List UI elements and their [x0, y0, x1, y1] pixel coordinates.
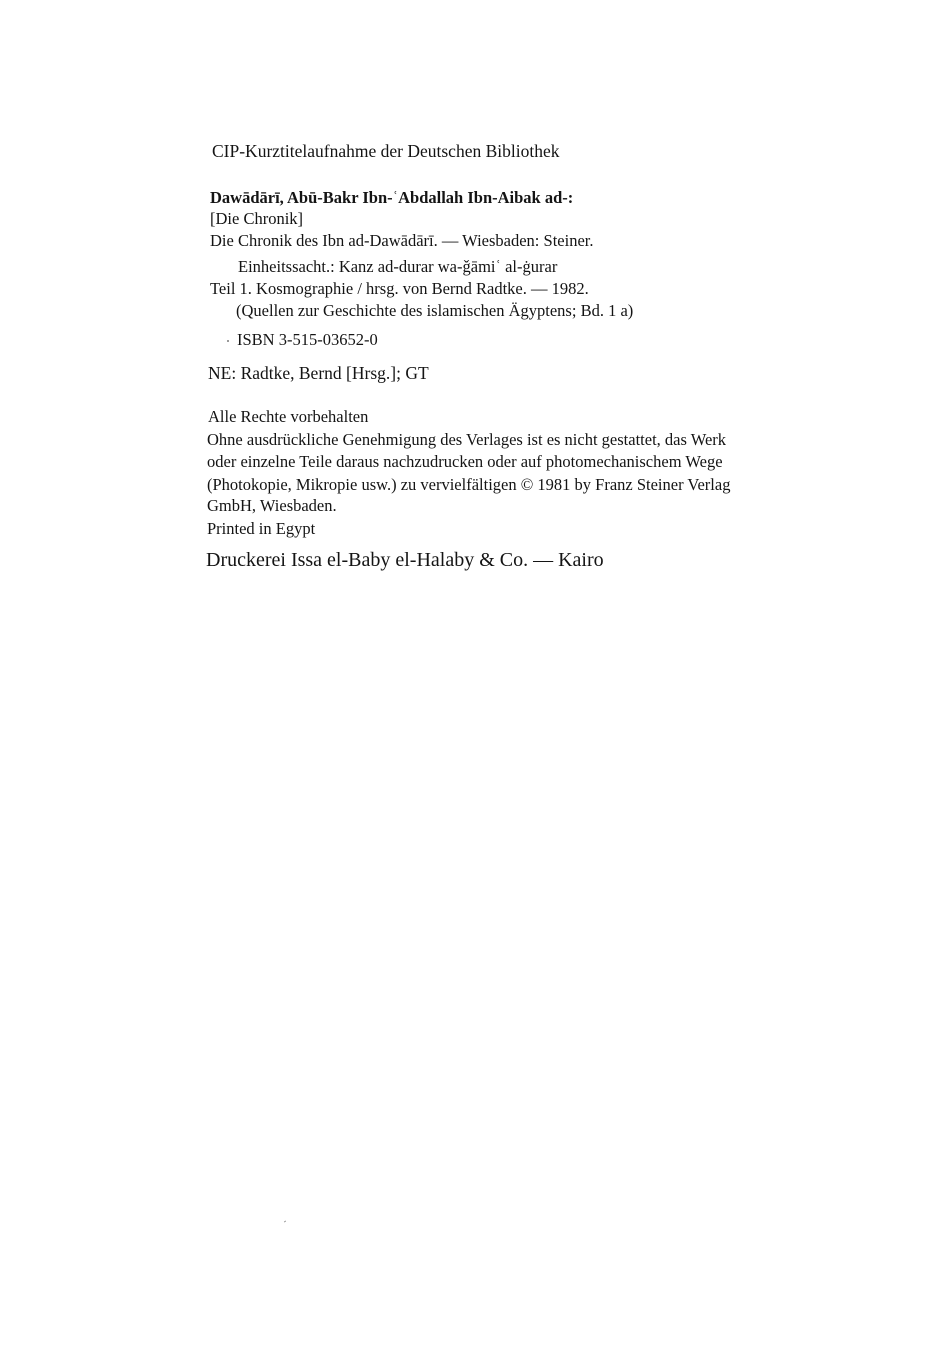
- cip-ne: NE: Radtke, Bernd [Hrsg.]; GT: [208, 363, 429, 383]
- cip-part-line: Teil 1. Kosmographie / hrsg. von Bernd Radtke. — 1982.: [210, 279, 589, 298]
- cip-isbn: ISBN 3-515-03652-0: [237, 330, 378, 349]
- cip-uniform-title: [Die Chronik]: [210, 209, 304, 228]
- cip-unified-title: Einheitssacht.: Kanz ad-durar wa-ǧāmiʿ al-ġurar: [238, 257, 558, 276]
- scan-speck: [284, 1221, 286, 1223]
- rights-line-3: (Photokopie, Mikropie usw.) zu vervielfältigen © 1981 by Franz Steiner Verlag: [207, 475, 731, 494]
- printer-line: Druckerei Issa el-Baby el-Halaby & Co. — Kairo: [206, 549, 604, 571]
- cip-title-line: Die Chronik des Ibn ad-Dawādārī. — Wiesbaden: Steiner.: [210, 231, 594, 250]
- printed-in: Printed in Egypt: [207, 519, 316, 538]
- rights-line-2: oder einzelne Teile daraus nachzudrucken oder auf photomechanischem Wege: [207, 452, 723, 471]
- cip-series-line: (Quellen zur Geschichte des islamischen Ägyptens; Bd. 1 a): [236, 301, 634, 320]
- cip-author: Dawādārī, Abū-Bakr Ibn-ʿAbdallah Ibn-Aibak ad-:: [210, 188, 574, 207]
- scan-speck: [227, 340, 229, 342]
- rights-line-1: Ohne ausdrückliche Genehmigung des Verlages ist es nicht gestattet, das Werk: [207, 430, 727, 449]
- rights-reserved: Alle Rechte vorbehalten: [208, 407, 369, 426]
- cip-heading: CIP-Kurztitelaufnahme der Deutschen Bibliothek: [212, 141, 560, 161]
- rights-line-4: GmbH, Wiesbaden.: [207, 496, 337, 515]
